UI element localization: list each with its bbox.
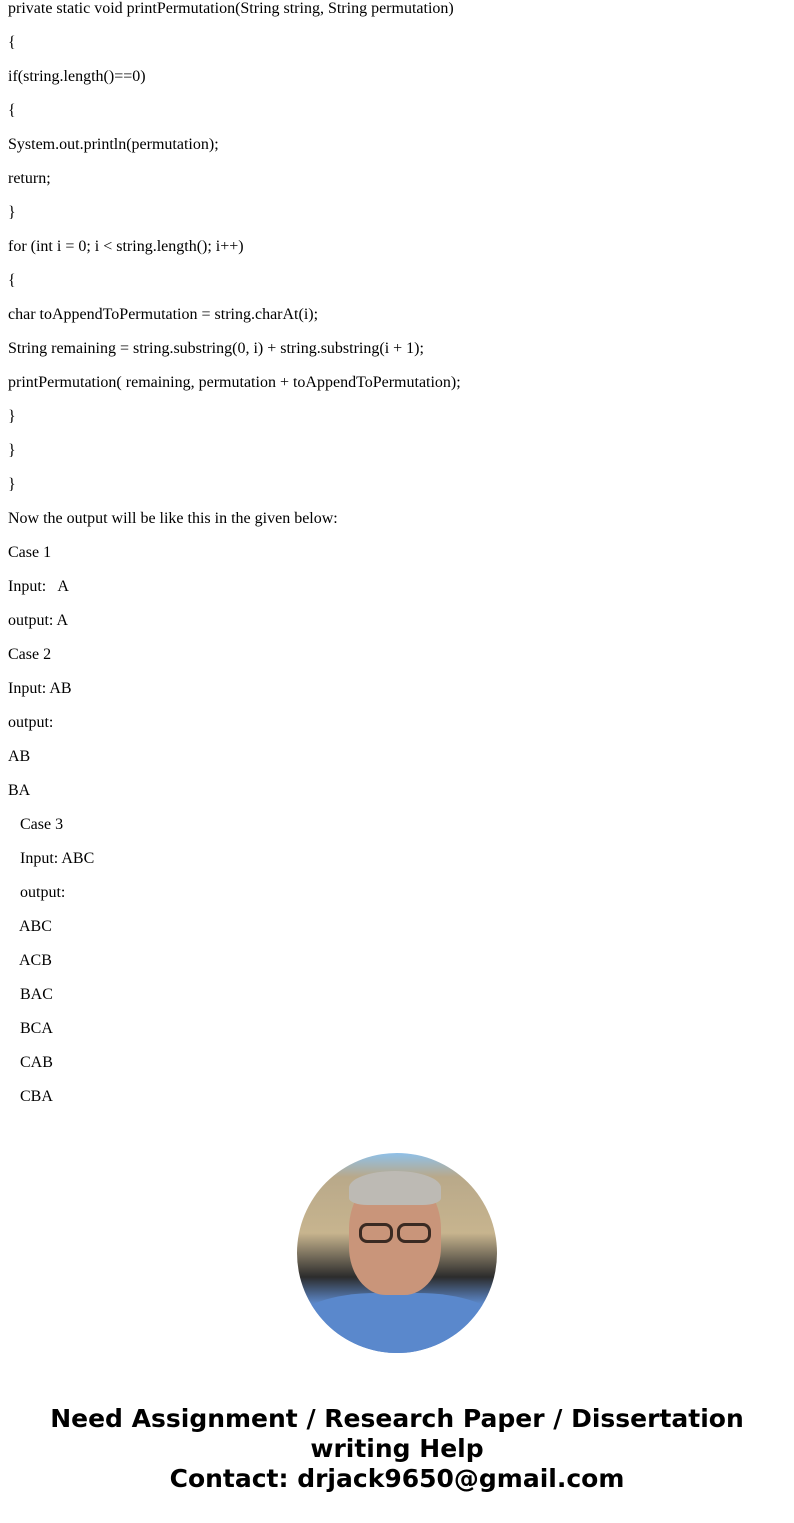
photo-glasses (355, 1223, 435, 1243)
code-line: String remaining = string.substring(0, i) + string.substring(i + 1); (8, 340, 424, 357)
case3-result: CBA (20, 1088, 53, 1105)
code-line: private static void printPermutation(String string, String permutation) (8, 0, 454, 17)
case3-result: ABC (19, 918, 52, 935)
code-line: { (8, 102, 16, 119)
case2-result: AB (8, 748, 31, 765)
case2-output: output: (8, 714, 54, 731)
case2-title: Case 2 (8, 646, 52, 663)
code-line: System.out.println(permutation); (8, 136, 219, 153)
case1-output: output: A (8, 612, 69, 629)
code-line: for (int i = 0; i < string.length(); i++) (8, 238, 244, 255)
case1-title: Case 1 (8, 544, 52, 561)
intro-text: Now the output will be like this in the given below: (8, 510, 338, 527)
code-line: return; (8, 170, 51, 187)
author-photo (297, 1153, 497, 1353)
code-line: } (8, 204, 16, 221)
code-line: } (8, 476, 16, 493)
footer-contact (0, 1404, 794, 1494)
case3-result: BCA (20, 1020, 53, 1037)
footer-contact-email: Contact: drjack9650@gmail.com (169, 1464, 625, 1493)
footer-line: Need Assignment / Research Paper / Dissertation (50, 1404, 744, 1433)
code-line: if(string.length()==0) (8, 68, 146, 85)
case1-input: Input: A (8, 578, 69, 595)
case2-input: Input: AB (8, 680, 72, 697)
case3-result: ACB (19, 952, 52, 969)
code-line: { (8, 34, 16, 51)
case3-result: CAB (20, 1054, 53, 1071)
photo-hair (349, 1171, 441, 1205)
code-line: char toAppendToPermutation = string.charAt(i); (8, 306, 319, 323)
footer-line: writing Help (310, 1434, 484, 1463)
case3-output: output: (20, 884, 66, 901)
code-line: { (8, 272, 16, 289)
code-line: printPermutation( remaining, permutation + toAppendToPermutation); (8, 374, 461, 391)
case3-result: BAC (20, 986, 53, 1003)
case3-input: Input: ABC (20, 850, 95, 867)
case2-result: BA (8, 782, 31, 799)
photo-shirt (297, 1293, 497, 1353)
code-line: } (8, 408, 16, 425)
code-line: } (8, 442, 16, 459)
case3-title: Case 3 (20, 816, 64, 833)
